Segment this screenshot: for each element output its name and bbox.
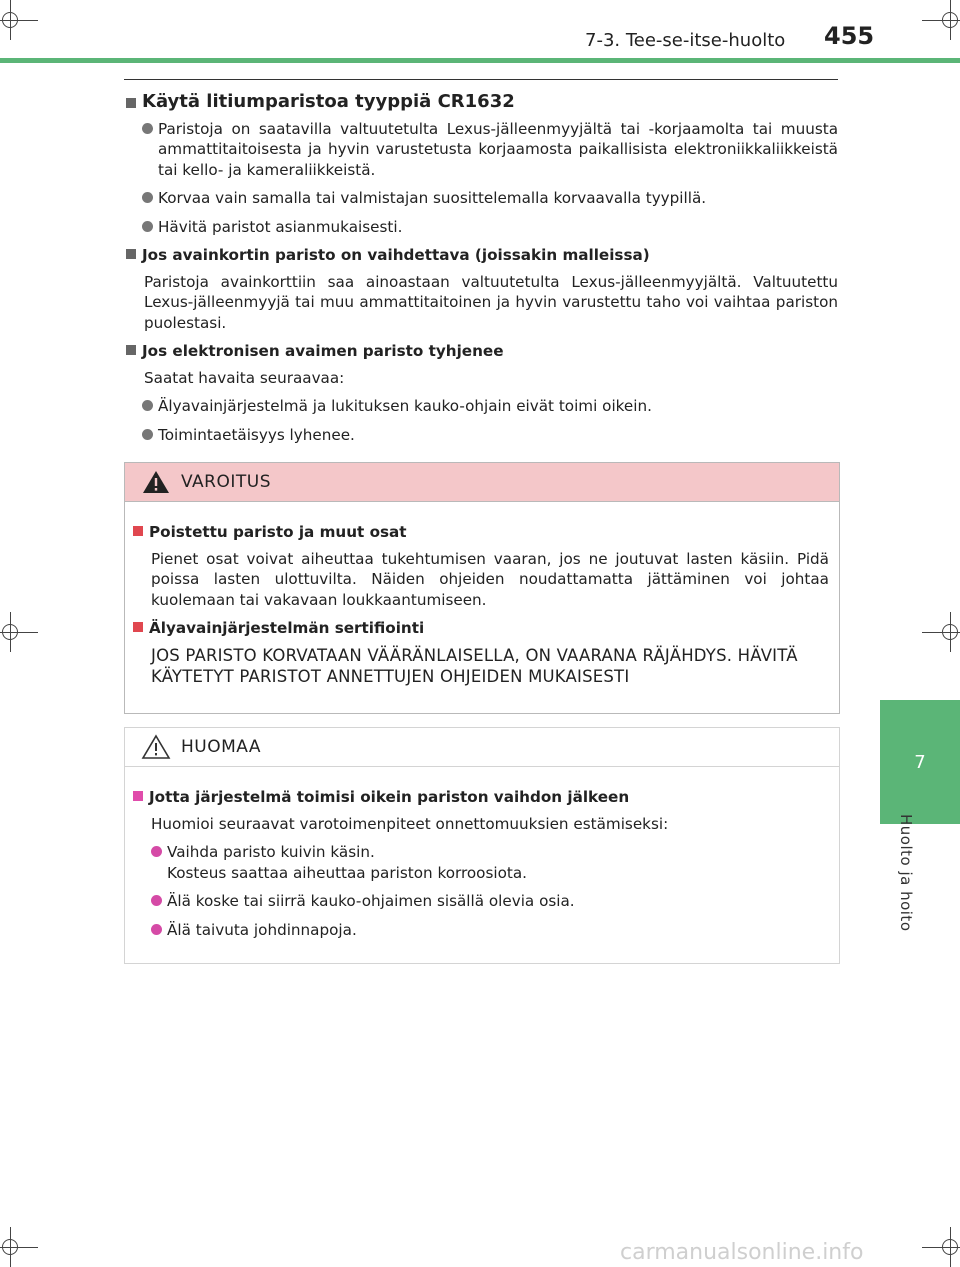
list-item: Hävitä paristot asianmukaisesti.	[142, 217, 838, 238]
square-bullet-icon	[126, 249, 136, 259]
page-number: 455	[824, 22, 875, 50]
warning-item-text: Pienet osat voivat aiheuttaa tukehtumisen vaaran, jos ne joutuvat lasten käsiin. Pidä poissa lasten ulottuvilta. Näiden ohjeiden noudattamatta jättäminen voi johtaa kuolemaan tai vakavaan loukkaantumiseen.	[151, 549, 829, 609]
crop-mark-bottom-left	[0, 1227, 40, 1267]
list-item: Älä taivuta johdinnapoja.	[151, 920, 829, 941]
paragraph: Paristoja avainkorttiin saa ainoastaan valtuutetulta Lexus-jälleenmyyjältä. Valtuutettu Lexus-jälleenmyyjä tai muu ammattitaitoinen ja hyvin varustettu taho voi vaihtaa pariston puolestasi.	[144, 272, 838, 332]
notice-body	[125, 767, 839, 940]
circle-bullet-icon	[142, 221, 153, 232]
section-heading: Jos avainkortin paristo on vaihdettava (joissakin malleissa)	[124, 245, 838, 266]
notice-intro: Huomioi seuraavat varotoimenpiteet onnettomuuksien estämiseksi:	[151, 814, 669, 833]
warning-header	[125, 463, 839, 502]
paragraph: Saatat havaita seuraavaa:	[144, 368, 345, 387]
square-bullet-icon	[133, 791, 143, 801]
warning-item-heading: Poistettu paristo ja muut osat	[131, 522, 829, 543]
square-bullet-icon	[133, 526, 143, 536]
notice-title: HUOMAA	[181, 737, 262, 757]
warning-item-text: JOS PARISTO KORVATAAN VÄÄRÄNLAISELLA, ON VAARANA RÄJÄHDYS. HÄVITÄ KÄYTETYT PARISTOT ANNETTUJEN OHJEIDEN MUKAISESTI	[151, 645, 798, 686]
circle-bullet-icon	[142, 429, 153, 440]
warning-box	[124, 462, 840, 714]
warning-body	[125, 502, 839, 687]
crop-mark-bottom-right	[920, 1227, 960, 1267]
notice-heading: Jotta järjestelmä toimisi oikein pariston vaihdon jälkeen	[131, 787, 829, 808]
circle-bullet-icon	[142, 123, 153, 134]
circle-bullet-icon	[151, 924, 162, 935]
section-heading: Jos elektronisen avaimen paristo tyhjenee	[124, 341, 838, 362]
header-accent-bar	[0, 58, 960, 63]
watermark: carmanualsonline.info	[620, 1240, 864, 1265]
crop-mark-mid-right	[920, 612, 960, 652]
caution-triangle-icon	[141, 734, 171, 760]
warning-title: VAROITUS	[181, 472, 271, 492]
notice-header	[125, 728, 839, 767]
section-heading: Käytä litiumparistoa tyyppiä CR1632	[124, 92, 838, 113]
circle-bullet-icon	[151, 846, 162, 857]
chapter-label: Huolto ja hoito	[897, 814, 915, 932]
chapter-tab	[880, 700, 960, 824]
warning-triangle-icon	[141, 469, 171, 495]
section-title: 7-3. Tee-se-itse-huolto	[585, 30, 786, 51]
square-bullet-icon	[133, 622, 143, 632]
chapter-number: 7	[914, 752, 926, 773]
list-item: Toimintaetäisyys lyhenee.	[142, 425, 838, 446]
header-divider	[124, 79, 838, 80]
crop-mark-mid-left	[0, 612, 40, 652]
list-item: Korvaa vain samalla tai valmistajan suosittelemalla korvaavalla tyypillä.	[142, 188, 838, 209]
crop-mark-top-right	[920, 0, 960, 40]
circle-bullet-icon	[151, 895, 162, 906]
circle-bullet-icon	[142, 192, 153, 203]
warning-item-heading: Älyavainjärjestelmän sertifiointi	[131, 618, 829, 639]
square-bullet-icon	[126, 98, 136, 108]
list-item: Vaihda paristo kuivin käsin. Kosteus saattaa aiheuttaa pariston korroosiota.	[151, 842, 829, 883]
circle-bullet-icon	[142, 400, 153, 411]
list-item: Älyavainjärjestelmä ja lukituksen kauko-ohjain eivät toimi oikein.	[142, 396, 838, 417]
crop-mark-top-left	[0, 0, 40, 40]
main-content	[124, 88, 838, 453]
list-item: Älä koske tai siirrä kauko-ohjaimen sisällä olevia osia.	[151, 891, 829, 912]
square-bullet-icon	[126, 345, 136, 355]
list-item: Paristoja on saatavilla valtuutetulta Lexus-jälleenmyyjältä tai -korjaamolta tai muusta ammattitaitoisesta ja hyvin varustetusta korjaamosta paikallisista elektroniikkaliikkeistä tai kello- ja kameraliikkeistä.	[142, 119, 838, 181]
notice-box	[124, 727, 840, 964]
